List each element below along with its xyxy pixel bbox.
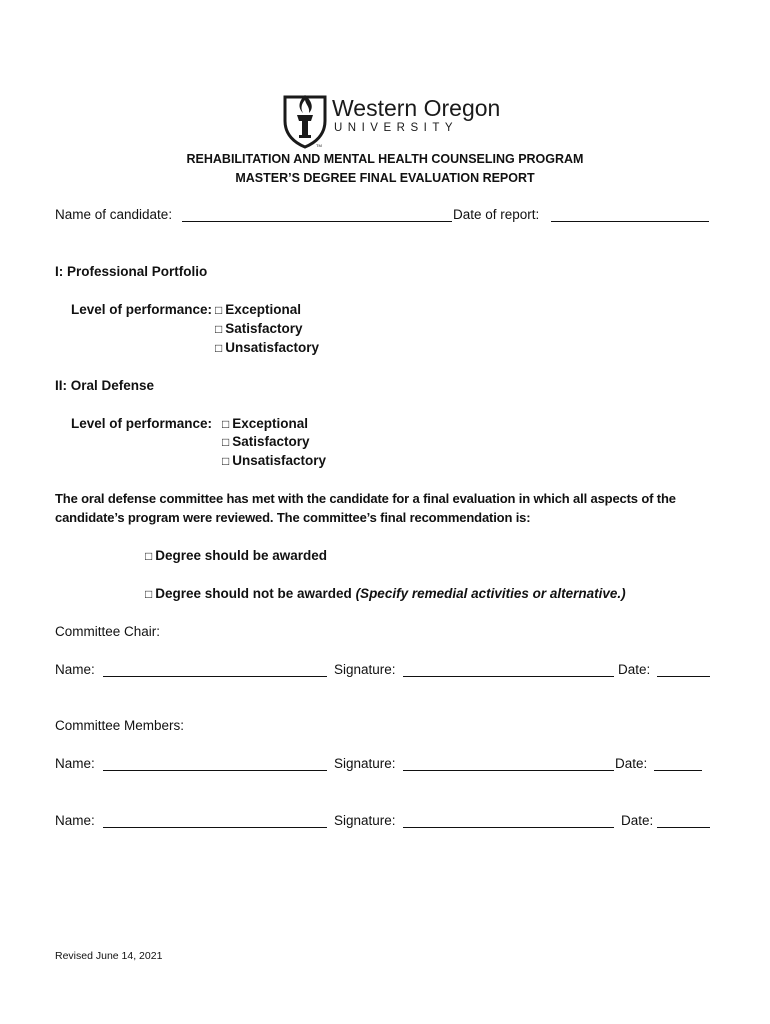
chair-name-field[interactable] — [103, 662, 327, 677]
option-label: Satisfactory — [225, 321, 303, 336]
defense-option-unsatisfactory[interactable] — [222, 453, 326, 469]
trademark-mark: TM — [316, 143, 322, 148]
option-label: Degree should not be awarded — [155, 586, 352, 601]
member1-name-label: Name: — [55, 756, 95, 771]
option-degree-awarded[interactable] — [145, 548, 327, 564]
checkbox-icon[interactable]: □ — [215, 303, 223, 317]
member2-name-field[interactable] — [103, 813, 327, 828]
portfolio-option-unsatisfactory[interactable] — [215, 340, 319, 356]
member1-date-field[interactable] — [654, 756, 702, 771]
option-label: Unsatisfactory — [225, 340, 320, 355]
chair-date-label: Date: — [618, 662, 651, 677]
option-label: Unsatisfactory — [232, 453, 327, 468]
portfolio-option-satisfactory[interactable] — [215, 321, 303, 337]
option-label: Degree should be awarded — [155, 548, 328, 563]
committee-chair-heading: Committee Chair: — [55, 624, 161, 639]
member1-date-label: Date: — [615, 756, 648, 771]
option-degree-not-awarded[interactable] — [145, 586, 626, 602]
chair-name-label: Name: — [55, 662, 95, 677]
report-date-field[interactable] — [551, 207, 709, 222]
revised-date: Revised June 14, 2021 — [55, 950, 163, 962]
logo-wordmark: Western Oregon — [332, 95, 501, 121]
defense-option-exceptional[interactable] — [222, 416, 308, 432]
program-title: REHABILITATION AND MENTAL HEALTH COUNSELING PROGRAM — [186, 152, 584, 166]
chair-date-field[interactable] — [657, 662, 710, 677]
checkbox-icon[interactable]: □ — [222, 417, 230, 431]
checkbox-icon[interactable]: □ — [215, 322, 223, 336]
member2-date-field[interactable] — [657, 813, 710, 828]
option-label: Exceptional — [225, 302, 302, 317]
candidate-name-field[interactable] — [182, 207, 452, 222]
university-logo — [280, 91, 510, 149]
logo-university-text: UNIVERSITY — [334, 122, 459, 134]
recommendation-text-line1: The oral defense committee has met with the candidate for a final evaluation in which all aspects of the — [55, 491, 676, 506]
chair-signature-field[interactable] — [403, 662, 614, 677]
member1-signature-field[interactable] — [403, 756, 614, 771]
option-label: Exceptional — [232, 416, 309, 431]
chair-signature-label: Signature: — [334, 662, 396, 677]
option-label: Satisfactory — [232, 434, 310, 449]
checkbox-icon[interactable]: □ — [145, 587, 153, 601]
checkbox-icon[interactable]: □ — [145, 549, 153, 563]
torch-shield-icon — [282, 91, 328, 149]
defense-option-satisfactory[interactable] — [222, 434, 310, 450]
candidate-name-label: Name of candidate: — [55, 207, 173, 222]
defense-level-label: Level of performance: — [71, 416, 213, 431]
member2-signature-label: Signature: — [334, 813, 396, 828]
remedial-note: (Specify remedial activities or alternative.) — [355, 586, 626, 601]
member1-signature-label: Signature: — [334, 756, 396, 771]
portfolio-option-exceptional[interactable] — [215, 302, 301, 318]
section-professional-portfolio-title: I: Professional Portfolio — [55, 264, 208, 279]
portfolio-level-label: Level of performance: — [71, 302, 213, 317]
member2-date-label: Date: — [621, 813, 654, 828]
checkbox-icon[interactable]: □ — [222, 435, 230, 449]
committee-members-heading: Committee Members: — [55, 718, 185, 733]
report-date-label: Date of report: — [453, 207, 540, 222]
report-title: MASTER’S DEGREE FINAL EVALUATION REPORT — [235, 171, 535, 185]
recommendation-text-line2: candidate’s program were reviewed. The committee’s final recommendation is: — [55, 510, 531, 525]
checkbox-icon[interactable]: □ — [215, 341, 223, 355]
member2-name-label: Name: — [55, 813, 95, 828]
member1-name-field[interactable] — [103, 756, 327, 771]
section-oral-defense-title: II: Oral Defense — [55, 378, 155, 393]
member2-signature-field[interactable] — [403, 813, 614, 828]
checkbox-icon[interactable]: □ — [222, 454, 230, 468]
